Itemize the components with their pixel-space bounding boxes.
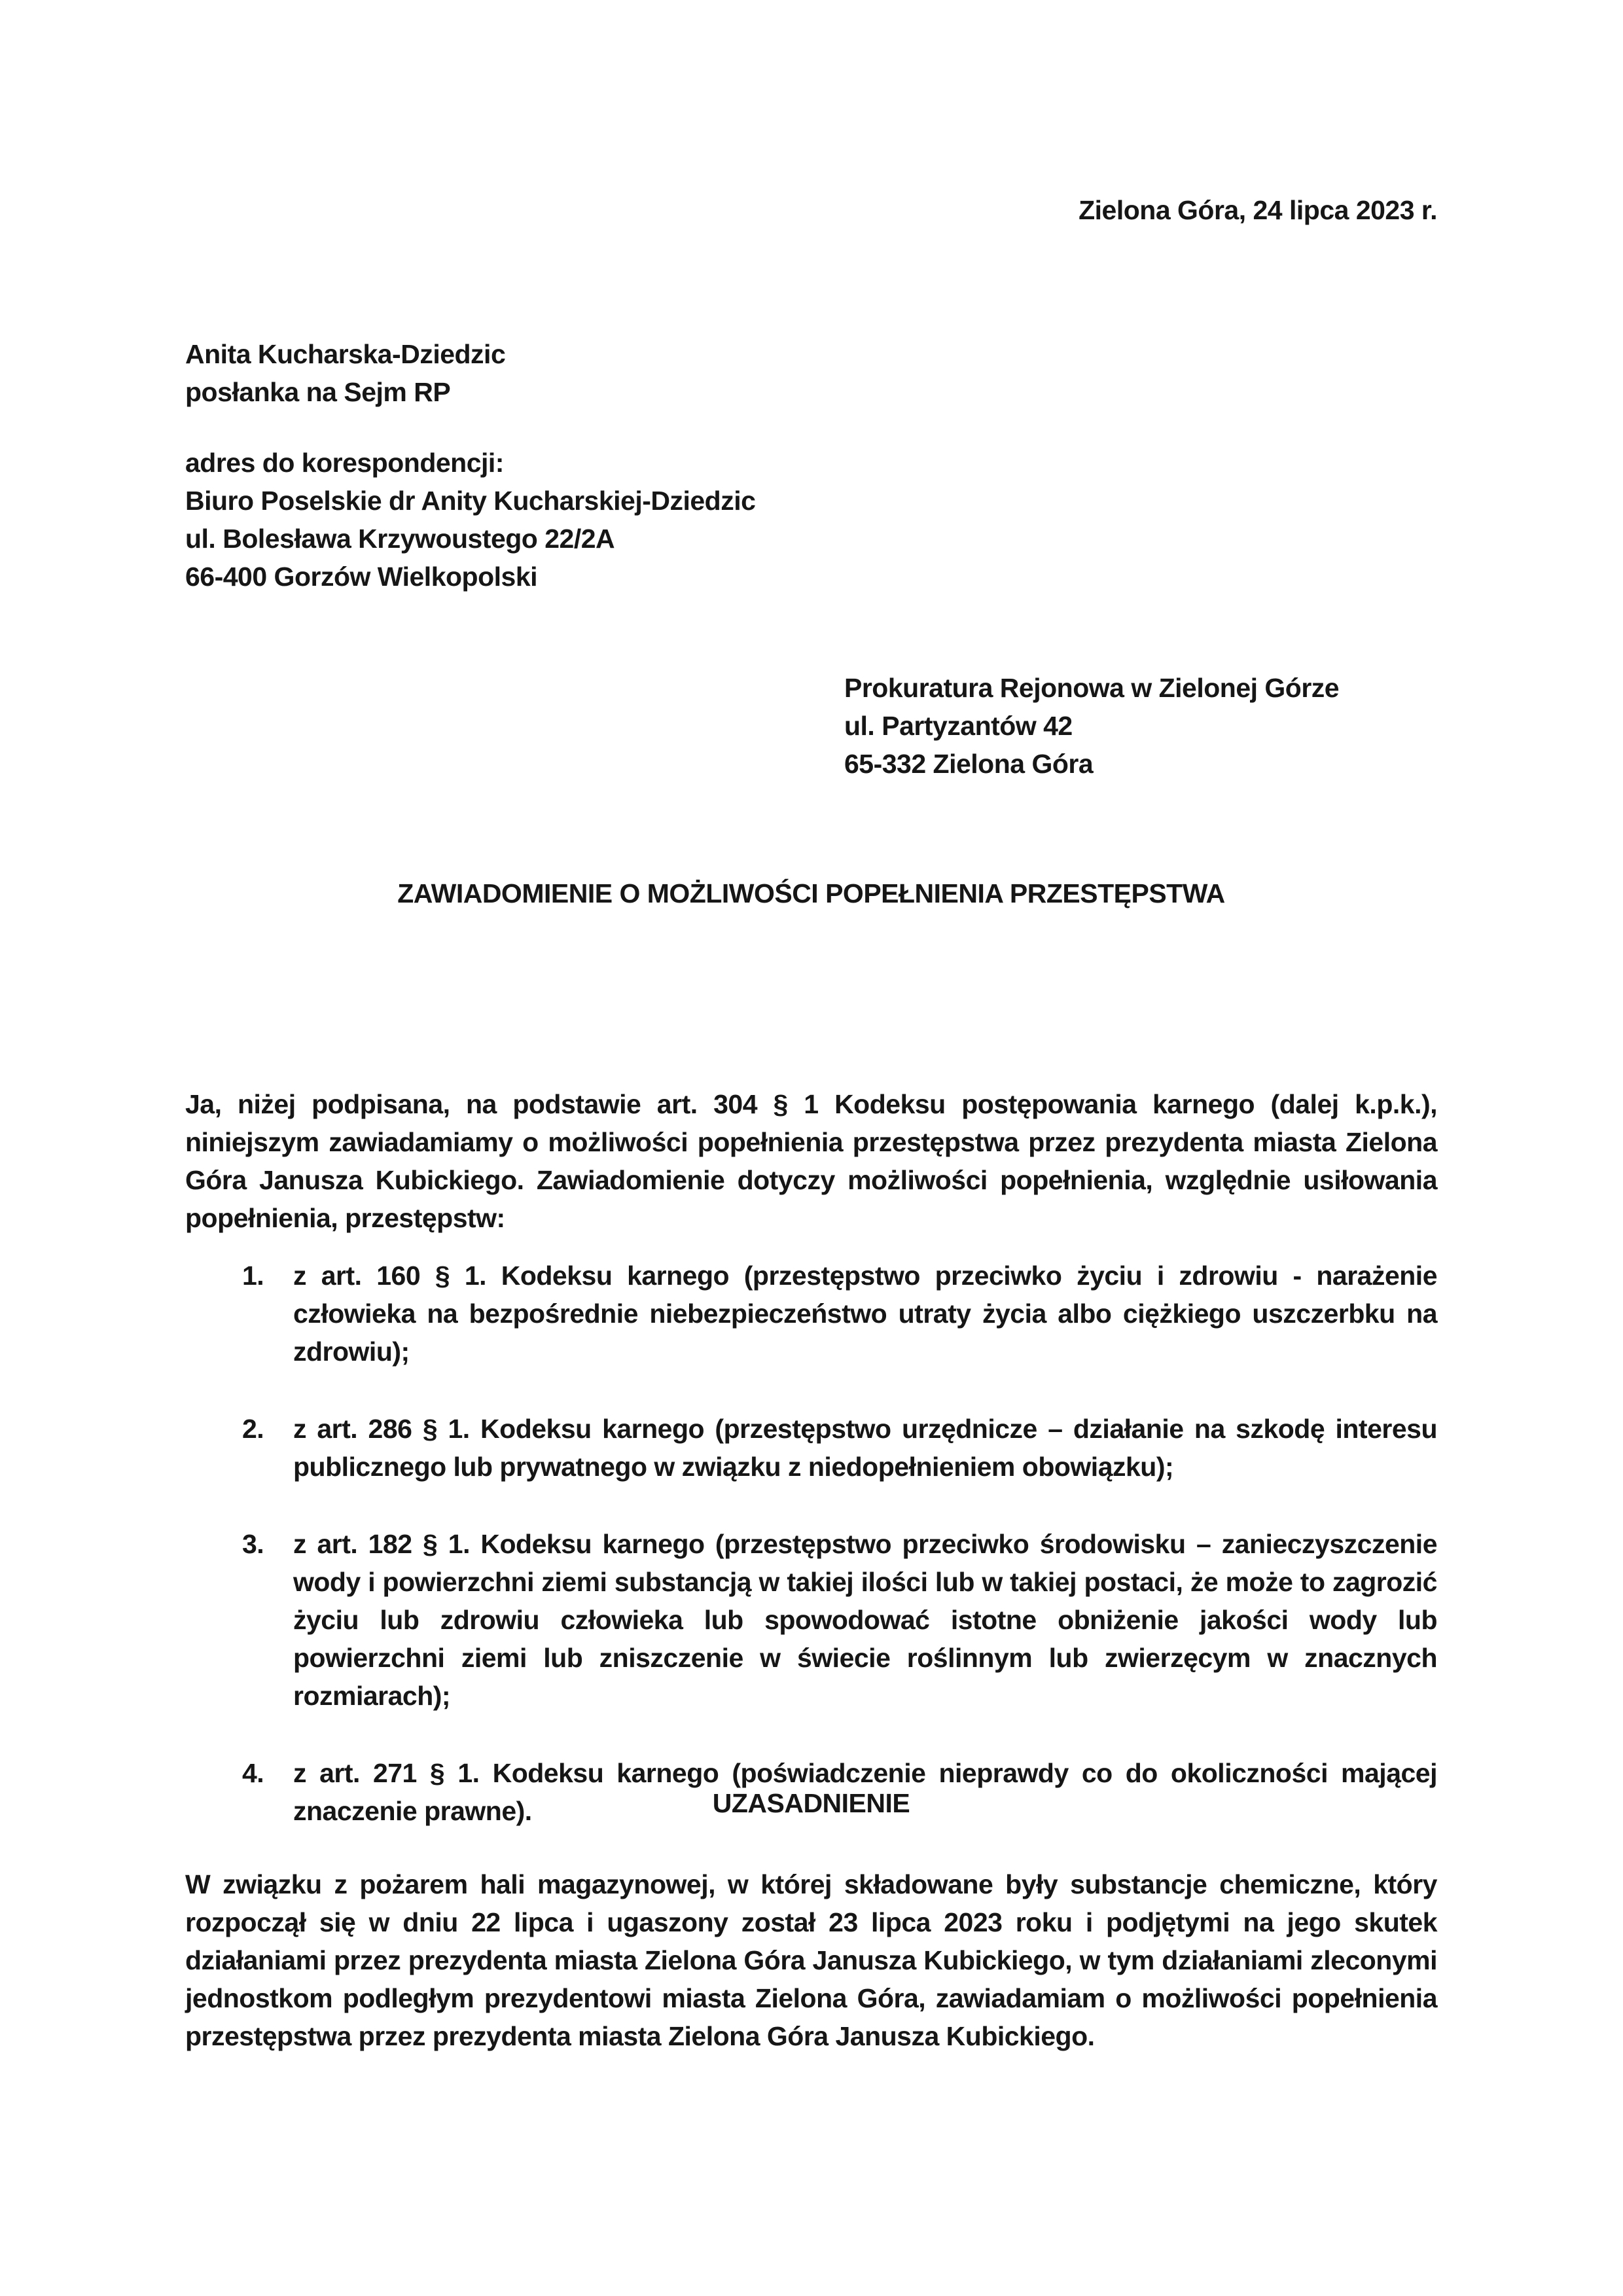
offense-text: z art. 286 § 1. Kodeksu karnego (przestępstwo urzędnicze – działanie na szkodę interesu publicznego lub prywatnego w związku z niedopełnieniem obowiązku); xyxy=(293,1414,1437,1482)
offense-text: z art. 271 § 1. Kodeksu karnego (poświadczenie nieprawdy co do okoliczności mającej znaczenie prawne). xyxy=(293,1758,1437,1826)
justification-paragraph: W związku z pożarem hali magazynowej, w której składowane były substancje chemiczne, który rozpoczął się w dniu 22 lipca i ugaszony został 23 lipca 2023 roku i podjętymi na jego skutek działaniami przez prezydenta miasta Zielona Góra Janusza Kubickiego, w tym działaniami zleconymi jednostkom podległym prezydentowi miasta Zielona Góra, zawiadamiam o możliwości popełnienia przestępstwa przez prezydenta miasta Zielona Góra Janusza Kubickiego. xyxy=(185,1869,1437,2051)
sender-block xyxy=(185,335,755,596)
recipient-address-line: 65-332 Zielona Góra xyxy=(844,749,1094,779)
sender-address-line: ul. Bolesława Krzywoustego 22/2A xyxy=(185,524,615,554)
sender-address-label: adres do korespondencji: xyxy=(185,448,504,478)
date-line: Zielona Góra, 24 lipca 2023 r. xyxy=(1079,195,1437,225)
sender-gap xyxy=(185,411,755,444)
offense-number: 4. xyxy=(242,1758,264,1788)
offense-number: 2. xyxy=(242,1414,264,1444)
sender-role: posłanka na Sejm RP xyxy=(185,377,451,407)
offense-item xyxy=(242,1410,1437,1486)
recipient-address-line: ul. Partyzantów 42 xyxy=(844,711,1073,741)
offense-text: z art. 160 § 1. Kodeksu karnego (przestępstwo przeciwko życiu i zdrowiu - narażenie człowieka na bezpośrednie niebezpieczeństwo utraty życia albo ciężkiego uszczerbku na zdrowiu); xyxy=(293,1261,1437,1367)
sender-address-line: 66-400 Gorzów Wielkopolski xyxy=(185,562,538,592)
sender-name: Anita Kucharska-Dziedzic xyxy=(185,339,506,369)
offense-list xyxy=(242,1257,1437,1830)
justification-heading: UZASADNIENIE xyxy=(712,1788,910,1818)
offense-text: z art. 182 § 1. Kodeksu karnego (przestępstwo przeciwko środowisku – zanieczyszczenie wody i powierzchni ziemi substancją w takiej ilości lub w takiej postaci, że może to zagrozić życiu lub zdrowiu człowieka lub spowodować istotne obniżenie jakości wody lub powierzchni ziemi lub zniszczenie w świecie roślinnym lub zwierzęcym w znacznych rozmiarach); xyxy=(293,1529,1437,1711)
recipient-block xyxy=(844,669,1339,783)
offense-item xyxy=(242,1257,1437,1371)
offense-number: 1. xyxy=(242,1261,264,1291)
offense-item xyxy=(242,1525,1437,1715)
offense-number: 3. xyxy=(242,1529,264,1559)
intro-paragraph: Ja, niżej podpisana, na podstawie art. 304 § 1 Kodeksu postępowania karnego (dalej k.p.k.), niniejszym zawiadamiamy o możliwości popełnienia przestępstwa przez prezydenta miasta Zielona Góra Janusza Kubickiego. Zawiadomienie dotyczy możliwości popełnienia, względnie usiłowania popełnienia, przestępstw: xyxy=(185,1089,1437,1233)
document-title: ZAWIADOMIENIE O MOŻLIWOŚCI POPEŁNIENIA PRZESTĘPSTWA xyxy=(397,878,1225,908)
sender-address-line: Biuro Poselskie dr Anity Kucharskiej-Dziedzic xyxy=(185,486,756,516)
recipient-name: Prokuratura Rejonowa w Zielonej Górze xyxy=(844,673,1340,703)
